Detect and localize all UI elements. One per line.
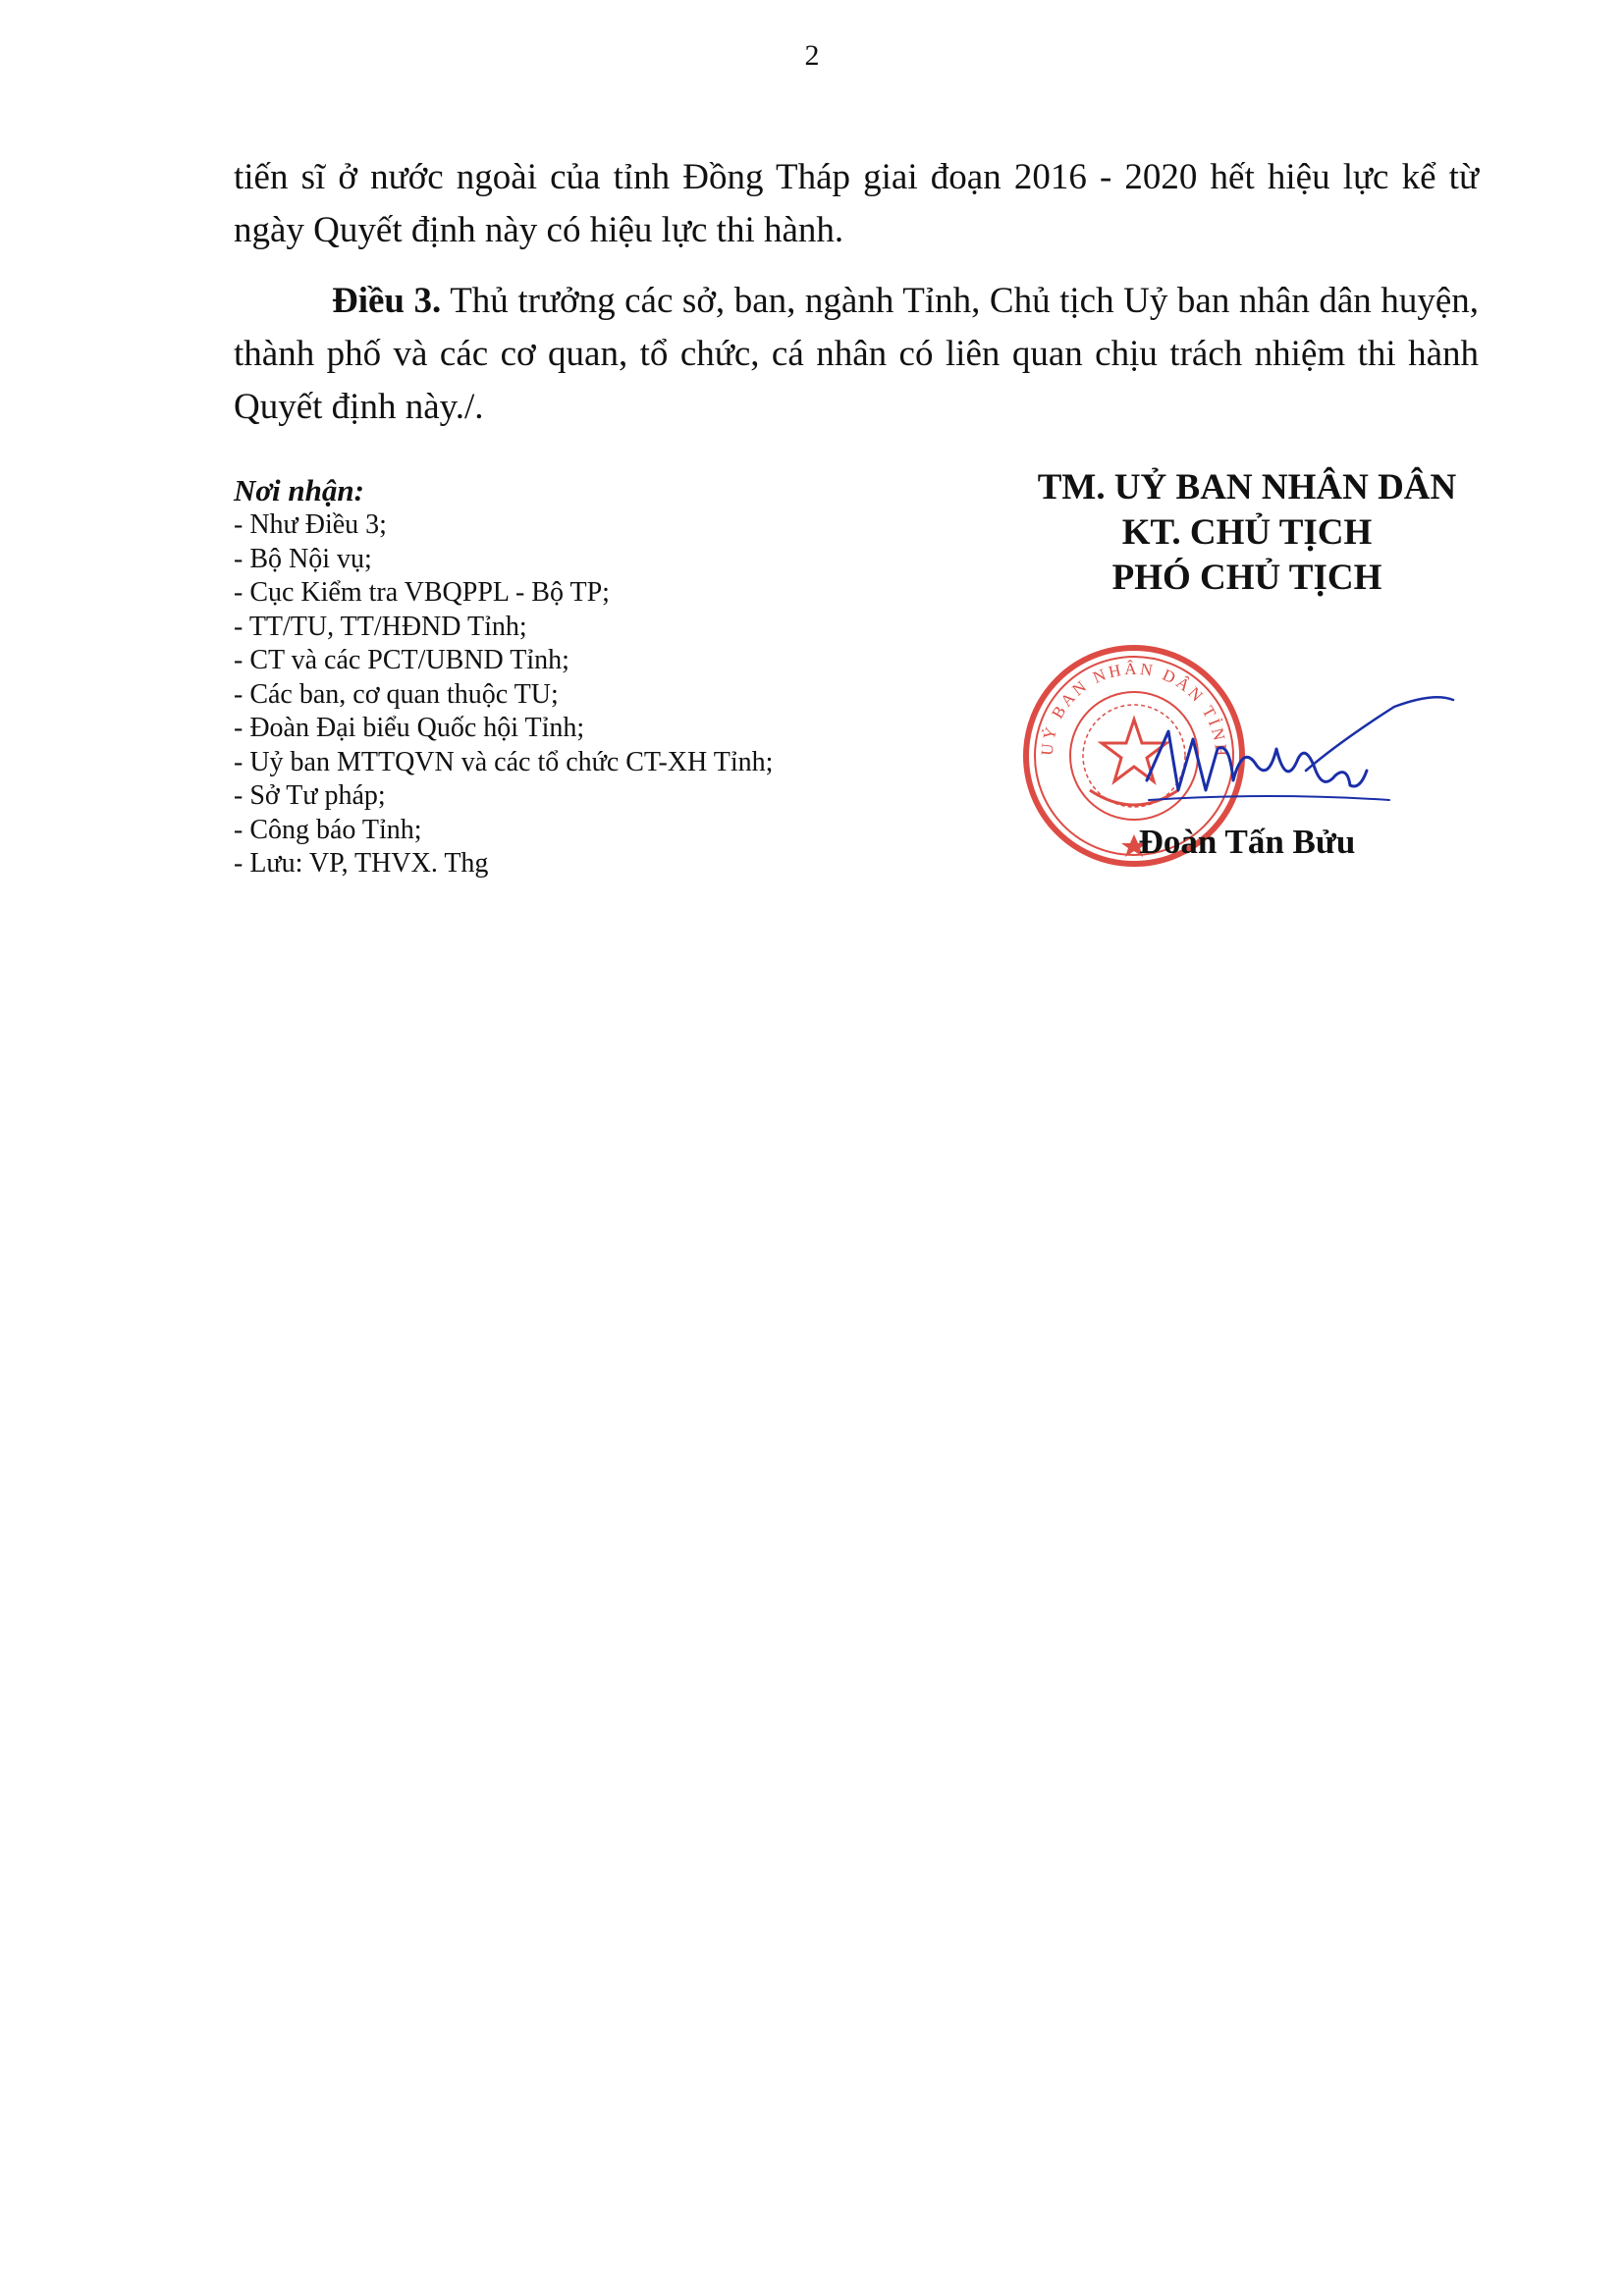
paragraph-continuation: tiến sĩ ở nước ngoài của tỉnh Đồng Tháp giai đoạn 2016 - 2020 hết hiệu lực kể từ ngày Quyết định này có hiệu lực thi hành. [234,157,1479,250]
recipient-item: - Uỷ ban MTTQVN và các tổ chức CT-XH Tỉnh; [234,746,774,777]
recipient-item: - Cục Kiểm tra VBQPPL - Bộ TP; [234,577,610,608]
recipients-heading: Nơi nhận: [234,473,364,507]
signer-name: Đoàn Tấn Bửu [1138,823,1356,861]
recipient-item: - Đoàn Đại biểu Quốc hội Tỉnh; [234,713,585,743]
signature-block [982,465,1512,601]
recipient-item: - Công báo Tỉnh; [234,814,422,845]
recipient-item: - TT/TU, TT/HĐND Tỉnh; [234,611,527,642]
recipient-item: - Bộ Nội vụ; [234,543,372,574]
signature-title-line-2: KT. CHỦ TỊCH [1121,512,1373,553]
page-number: 2 [804,39,820,72]
article-3-paragraph [234,275,1479,434]
signature-title-line-1: TM. UỶ BAN NHÂN DÂN [1037,467,1457,507]
seal-ring-text: UỶ BAN NHÂN DÂN TỈNH ĐỒNG THÁP [1003,618,1231,760]
signature-title-line-3: PHÓ CHỦ TỊCH [1111,558,1382,598]
recipient-item: - Các ban, cơ quan thuộc TU; [234,678,559,710]
handwritten-signature-icon [1147,697,1453,800]
recipient-item: - Lưu: VP, THVX. Thg [234,848,489,879]
recipients-list [234,473,921,881]
seal-star-icon [1102,720,1166,781]
recipient-item: - Như Điều 3; [234,509,387,540]
article-3-label: Điều 3. [332,281,442,321]
recipient-item: - CT và các PCT/UBND Tỉnh; [234,645,569,675]
article-3-text: Thủ trưởng các sở, ban, ngành Tỉnh, Chủ tịch Uỷ ban nhân dân huyện, thành phố và các cơ quan, tổ chức, cá nhân có liên quan chịu trách nhiệm thi hành Quyết định này./. [234,281,1480,427]
recipient-item: - Sở Tư pháp; [234,780,386,811]
